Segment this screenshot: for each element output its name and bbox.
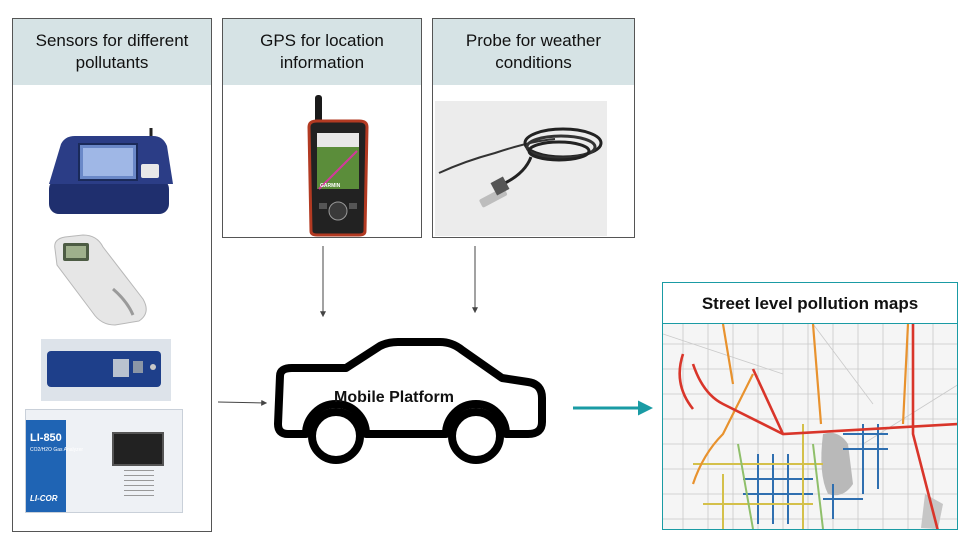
analyzer-subtitle-label: CO2/H2O Gas Analyzer (30, 447, 84, 453)
sensors-panel-title: Sensors for different pollutants (13, 19, 211, 85)
analyzer-logo-label: LI-COR (30, 494, 58, 503)
probe-panel-title: Probe for weather conditions (433, 19, 634, 85)
gps-panel-title: GPS for location information (223, 19, 421, 85)
analyzer-brand-label: LI-850 (30, 432, 62, 444)
map-title: Street level pollution maps (662, 282, 958, 324)
gps-brand-label: GARMIN (320, 183, 341, 189)
sensors-to-platform-arrow (218, 402, 266, 403)
pollution-map (662, 323, 958, 530)
mobile-platform-label: Mobile Platform (334, 389, 455, 406)
